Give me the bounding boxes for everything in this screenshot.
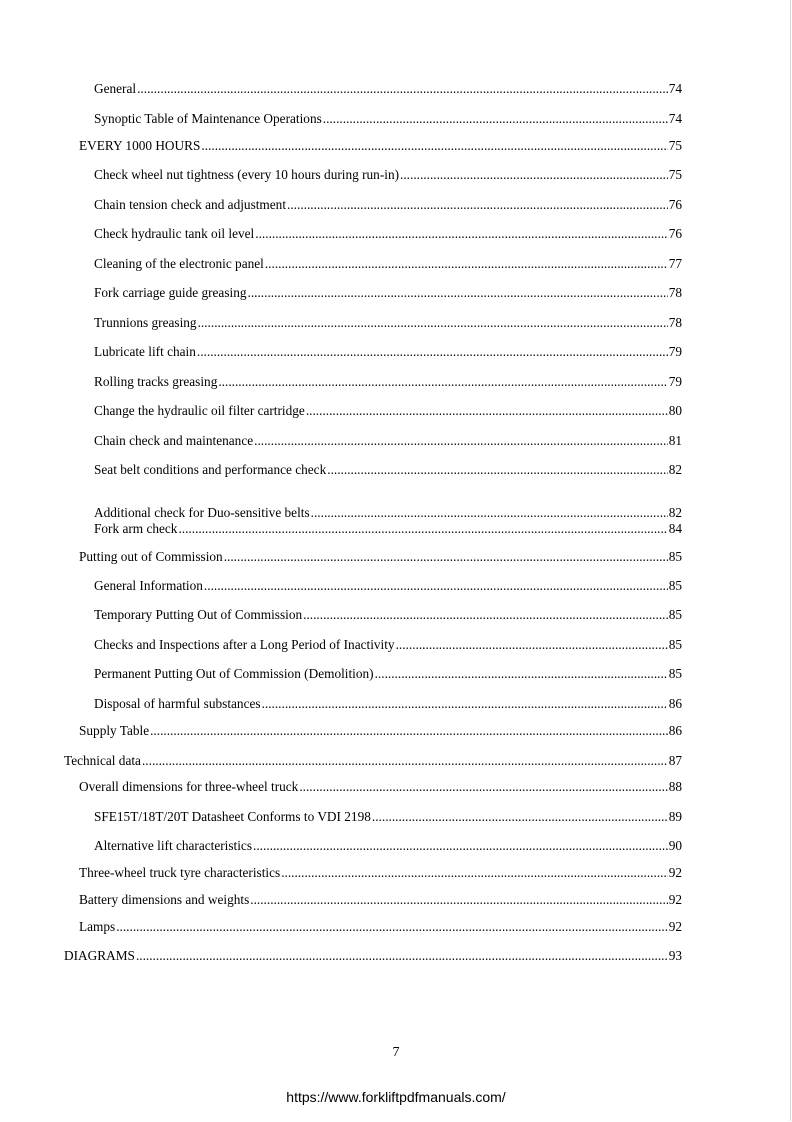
toc-entry-page: 90: [668, 838, 682, 853]
toc-entry-title: Seat belt conditions and performance check: [94, 462, 327, 477]
toc-entry-title: SFE15T/18T/20T Datasheet Conforms to VDI 2198: [94, 809, 371, 824]
dot-leader: [253, 838, 668, 854]
toc-entry-page: 85: [668, 637, 682, 652]
toc-entry-title: Check wheel nut tightness (every 10 hours during run-in): [94, 167, 400, 182]
dot-leader: [299, 779, 667, 795]
toc-entry-page: 78: [668, 285, 682, 300]
toc-entry: [94, 315, 682, 331]
toc-entry-page: 89: [668, 809, 682, 824]
toc-entry-title: Additional check for Duo-sensitive belts: [94, 505, 310, 520]
toc-entry-page: 84: [668, 521, 682, 536]
toc-entry-title: Lamps: [79, 919, 116, 934]
toc-entry: [94, 197, 682, 213]
toc-entry-page: 75: [668, 138, 682, 153]
toc-entry: [94, 666, 682, 682]
toc-entry-page: 79: [668, 344, 682, 359]
toc-entry: [94, 403, 682, 419]
toc-entry-page: 86: [668, 723, 682, 738]
dot-leader: [137, 81, 668, 97]
toc-entry-page: 85: [668, 549, 682, 564]
toc-entry-page: 86: [668, 696, 682, 711]
toc-entry: [79, 549, 682, 565]
toc-entry: [94, 696, 682, 712]
dot-leader: [311, 505, 668, 521]
dot-leader: [136, 948, 668, 964]
toc-entry-title: Three-wheel truck tyre characteristics: [79, 865, 281, 880]
toc-entry-title: Fork carriage guide greasing: [94, 285, 247, 300]
toc-entry: [94, 521, 682, 537]
toc-entry: [94, 637, 682, 653]
toc-entry: [79, 138, 682, 154]
toc-entry-title: Putting out of Commission: [79, 549, 223, 564]
toc-entry-page: 87: [668, 753, 682, 768]
toc-entry: [94, 607, 682, 623]
dot-leader: [287, 197, 668, 213]
toc-entry-title: Permanent Putting Out of Commission (Demolition): [94, 666, 374, 681]
toc-entry-title: Checks and Inspections after a Long Period of Inactivity: [94, 637, 395, 652]
toc-entry-page: 74: [668, 111, 682, 126]
dot-leader: [248, 285, 668, 301]
toc-entry-title: General: [94, 81, 137, 96]
toc-entry: [79, 919, 682, 935]
toc-entry: [94, 111, 682, 127]
toc-entry: [94, 809, 682, 825]
toc-entry-page: 85: [668, 666, 682, 681]
toc-entry-title: Alternative lift characteristics: [94, 838, 253, 853]
toc-entry: [94, 838, 682, 854]
toc-entry: [79, 779, 682, 795]
toc-entry-title: Supply Table: [79, 723, 150, 738]
toc-entry-page: 74: [668, 81, 682, 96]
toc-entry: [94, 285, 682, 301]
toc-entry-title: Overall dimensions for three-wheel truck: [79, 779, 299, 794]
dot-leader: [372, 809, 668, 825]
toc-entry-page: 82: [668, 462, 682, 477]
dot-leader: [281, 865, 668, 881]
toc-entry-page: 88: [668, 779, 682, 794]
toc-entry-page: 82: [668, 505, 682, 520]
dot-leader: [178, 521, 667, 537]
toc-entry-page: 92: [668, 892, 682, 907]
toc-entry-page: 85: [668, 578, 682, 593]
toc-entry: [94, 505, 682, 521]
dot-leader: [198, 315, 668, 331]
toc-entry: [94, 374, 682, 390]
page-number: 7: [392, 1045, 400, 1060]
toc-entry: [64, 753, 682, 769]
toc-entry-title: Cleaning of the electronic panel: [94, 256, 264, 271]
dot-leader: [218, 374, 667, 390]
toc-entry-title: DIAGRAMS: [64, 948, 135, 963]
toc-entry-page: 77: [668, 256, 682, 271]
toc-entry-page: 93: [668, 948, 682, 963]
toc-entry-page: 81: [668, 433, 682, 448]
toc-entry: [94, 256, 682, 272]
toc-entry-title: Check hydraulic tank oil level: [94, 226, 255, 241]
toc-entry-title: EVERY 1000 HOURS: [79, 138, 201, 153]
toc-entry: [94, 167, 682, 183]
toc-entry-page: 75: [668, 167, 682, 182]
dot-leader: [204, 578, 668, 594]
toc-entry: [79, 865, 682, 881]
dot-leader: [375, 666, 668, 682]
dot-leader: [262, 696, 668, 712]
toc-entry: [94, 578, 682, 594]
toc-entry: [94, 344, 682, 360]
dot-leader: [303, 607, 668, 623]
dot-leader: [201, 138, 667, 154]
toc-entry-page: 92: [668, 919, 682, 934]
dot-leader: [323, 111, 668, 127]
dot-leader: [116, 919, 668, 935]
footer-url[interactable]: https://www.forkliftpdfmanuals.com/: [286, 1089, 506, 1105]
dot-leader: [255, 226, 667, 242]
toc-entry: [79, 892, 682, 908]
toc-entry-title: Change the hydraulic oil filter cartridge: [94, 403, 305, 418]
toc-entry: [79, 723, 682, 739]
toc-entry-title: Trunnions greasing: [94, 315, 197, 330]
toc-entry: [94, 433, 682, 449]
toc-entry: [94, 226, 682, 242]
toc-entry-title: Chain check and maintenance: [94, 433, 254, 448]
toc-entry-page: 92: [668, 865, 682, 880]
dot-leader: [254, 433, 668, 449]
toc-entry-title: Disposal of harmful substances: [94, 696, 261, 711]
toc-entry-page: 78: [668, 315, 682, 330]
dot-leader: [306, 403, 668, 419]
dot-leader: [265, 256, 668, 272]
dot-leader: [224, 549, 668, 565]
toc-entry-page: 76: [668, 226, 682, 241]
toc-entry-page: 80: [668, 403, 682, 418]
dot-leader: [142, 753, 668, 769]
toc-entry-title: Battery dimensions and weights: [79, 892, 250, 907]
toc-entry: [94, 462, 682, 478]
toc-entry: [94, 81, 682, 97]
toc-entry-title: General Information: [94, 578, 203, 593]
toc-entry-page: 76: [668, 197, 682, 212]
toc-entry-page: 79: [668, 374, 682, 389]
dot-leader: [327, 462, 667, 478]
toc-entry-title: Technical data: [64, 753, 141, 768]
toc-entry-title: Rolling tracks greasing: [94, 374, 218, 389]
dot-leader: [396, 637, 668, 653]
toc-entry-title: Synoptic Table of Maintenance Operations: [94, 111, 322, 126]
toc-entry-title: Temporary Putting Out of Commission: [94, 607, 303, 622]
toc-entry: [64, 948, 682, 964]
dot-leader: [197, 344, 668, 360]
toc-entry-title: Chain tension check and adjustment: [94, 197, 287, 212]
dot-leader: [400, 167, 668, 183]
dot-leader: [150, 723, 668, 739]
dot-leader: [250, 892, 667, 908]
toc-entry-page: 85: [668, 607, 682, 622]
toc-entry-title: Fork arm check: [94, 521, 178, 536]
toc-entry-title: Lubricate lift chain: [94, 344, 196, 359]
